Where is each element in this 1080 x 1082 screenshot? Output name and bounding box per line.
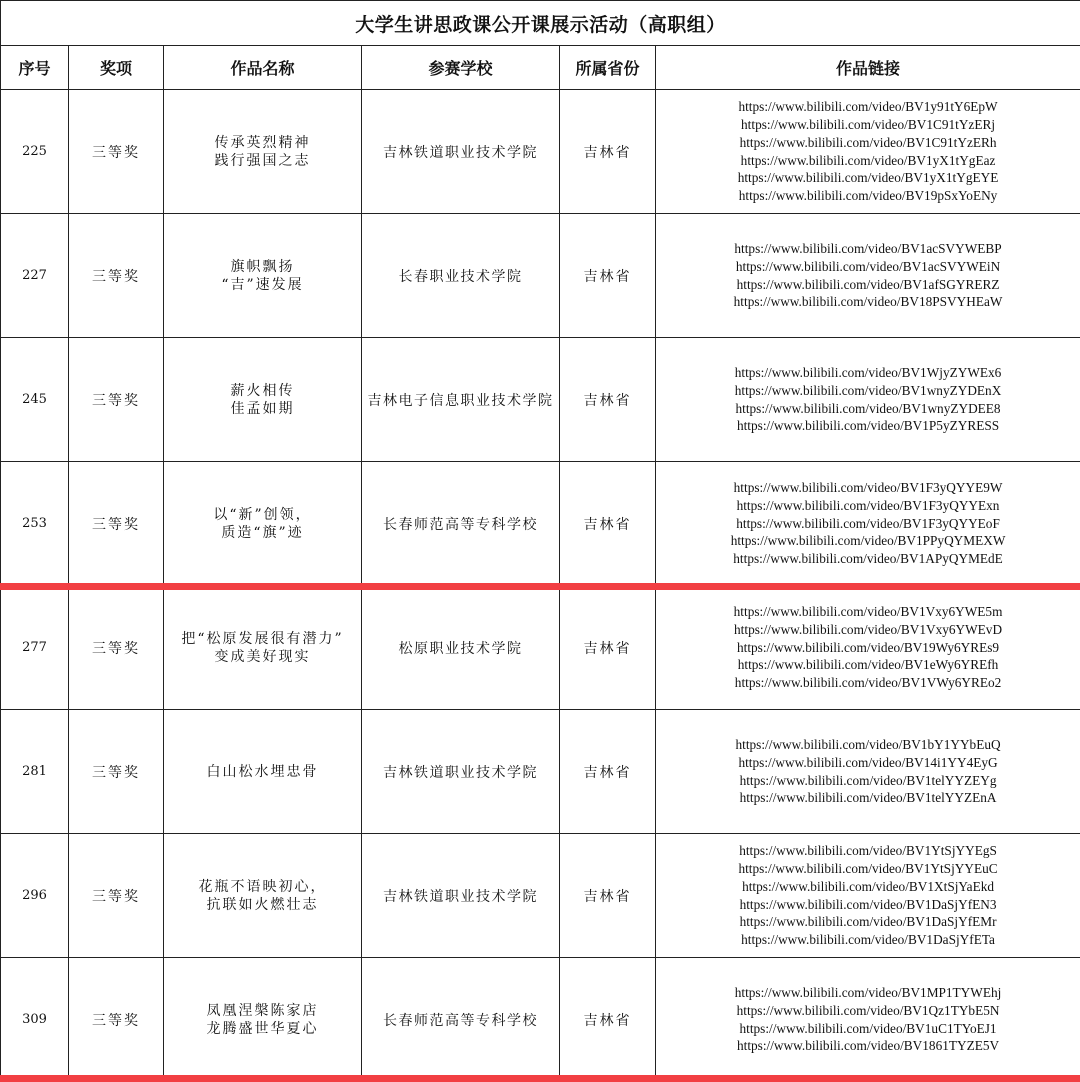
work-title [164, 1002, 361, 1038]
award-cell: 三等奖 [69, 462, 164, 586]
header-school: 参赛学校 [362, 46, 560, 90]
table-row [1, 214, 1080, 338]
work-title-line: 佳孟如期 [230, 400, 295, 417]
work-link[interactable]: https://www.bilibili.com/video/BV1P5yZYRESS [736, 418, 1000, 434]
work-link[interactable]: https://www.bilibili.com/video/BV1wnyZYDEnX [734, 382, 1002, 398]
school-cell: 吉林电子信息职业技术学院 [362, 338, 560, 462]
work-title [164, 763, 361, 781]
work-links-list [656, 240, 1080, 311]
province-cell: 吉林省 [560, 90, 656, 214]
award-cell: 三等奖 [69, 834, 164, 958]
work-link[interactable]: https://www.bilibili.com/video/BV1acSVYWEBP [734, 241, 1002, 257]
work-title-line: 以“新”创领， [213, 506, 312, 523]
work-title [164, 382, 361, 418]
work-title-line: 薪火相传 [230, 382, 295, 399]
work-link[interactable]: https://www.bilibili.com/video/BV1F3yQYYExn [736, 497, 1000, 513]
work-link[interactable]: https://www.bilibili.com/video/BV1DaSjYfEN3 [739, 896, 997, 912]
work-title-cell [164, 834, 362, 958]
work-link[interactable]: https://www.bilibili.com/video/BV19Wy6YREs9 [737, 639, 1000, 655]
row-number: 227 [1, 214, 69, 338]
work-link[interactable]: https://www.bilibili.com/video/BV14i1YY4EyG [738, 754, 998, 770]
award-cell: 三等奖 [69, 958, 164, 1082]
work-links-list [656, 736, 1080, 807]
work-link[interactable]: https://www.bilibili.com/video/BV1DaSjYfETa [741, 931, 995, 947]
row-number: 277 [1, 586, 69, 710]
work-title-line: 传承英烈精神 [214, 134, 311, 151]
header-province: 所属省份 [560, 46, 656, 90]
work-link[interactable]: https://www.bilibili.com/video/BV1XtSjYaEkd [742, 878, 994, 894]
work-title-cell [164, 710, 362, 834]
table-row [1, 710, 1080, 834]
work-title-line: 抗联如火燃壮志 [206, 896, 319, 913]
work-title [164, 134, 361, 170]
work-link[interactable]: https://www.bilibili.com/video/BV1MP1TYWEhj [734, 985, 1002, 1001]
work-link[interactable]: https://www.bilibili.com/video/BV1WjyZYWEx6 [734, 365, 1002, 381]
work-title-line: 花瓶不语映初心， [198, 878, 327, 895]
header-row [1, 46, 1080, 90]
work-title-cell [164, 90, 362, 214]
work-title-cell [164, 958, 362, 1082]
work-link[interactable]: https://www.bilibili.com/video/BV1yX1tYgEYE [737, 170, 999, 186]
work-title-cell [164, 214, 362, 338]
work-links-cell [656, 462, 1080, 586]
work-links-list [656, 479, 1080, 568]
school-cell: 吉林铁道职业技术学院 [362, 710, 560, 834]
work-title-line: 质造“旗”迹 [221, 524, 304, 541]
work-link[interactable]: https://www.bilibili.com/video/BV1DaSjYfEMr [739, 914, 997, 930]
header-work-title: 作品名称 [164, 46, 362, 90]
work-links-cell [656, 834, 1080, 958]
work-link[interactable]: https://www.bilibili.com/video/BV1y91tY6EpW [738, 99, 998, 115]
header-award: 奖项 [69, 46, 164, 90]
province-cell: 吉林省 [560, 338, 656, 462]
province-cell: 吉林省 [560, 214, 656, 338]
title-row [1, 1, 1080, 46]
row-number: 245 [1, 338, 69, 462]
work-link[interactable]: https://www.bilibili.com/video/BV1afSGYRERZ [736, 276, 1000, 292]
table-row [1, 462, 1080, 586]
work-title-line: 旗帜飘扬 [230, 258, 295, 275]
work-link[interactable]: https://www.bilibili.com/video/BV18PSVYHEaW [733, 294, 1003, 310]
work-title [164, 506, 361, 542]
work-links-cell [656, 214, 1080, 338]
work-link[interactable]: https://www.bilibili.com/video/BV1VWy6YREo2 [734, 675, 1002, 691]
work-title-cell [164, 338, 362, 462]
work-link[interactable]: https://www.bilibili.com/video/BV1yX1tYgEaz [740, 152, 996, 168]
work-link[interactable]: https://www.bilibili.com/video/BV1C91tYzERj [741, 117, 996, 133]
work-title [164, 630, 361, 666]
work-link[interactable]: https://www.bilibili.com/video/BV1PPyQYMEXW [730, 533, 1006, 549]
work-links-list [656, 984, 1080, 1055]
work-title-line: 变成美好现实 [214, 648, 311, 665]
award-cell: 三等奖 [69, 338, 164, 462]
work-title-line: 龙腾盛世华夏心 [206, 1020, 319, 1037]
work-links-cell [656, 958, 1080, 1082]
work-links-list [656, 364, 1080, 435]
work-title-line: “吉”速发展 [221, 276, 304, 293]
province-cell: 吉林省 [560, 834, 656, 958]
province-cell: 吉林省 [560, 586, 656, 710]
work-links-cell [656, 710, 1080, 834]
header-work-links: 作品链接 [656, 46, 1080, 90]
school-cell: 长春职业技术学院 [362, 214, 560, 338]
row-number: 296 [1, 834, 69, 958]
work-link[interactable]: https://www.bilibili.com/video/BV1acSVYWEiN [735, 258, 1001, 274]
work-link[interactable]: https://www.bilibili.com/video/BV1YtSjYYEuC [738, 861, 998, 877]
work-link[interactable]: https://www.bilibili.com/video/BV1Vxy6YWEvD [734, 621, 1003, 637]
work-title-line: 白山松水埋忠骨 [206, 763, 319, 780]
table-row [1, 90, 1080, 214]
work-link[interactable]: https://www.bilibili.com/video/BV1C91tYzERh [739, 134, 997, 150]
award-cell: 三等奖 [69, 586, 164, 710]
school-cell: 松原职业技术学院 [362, 586, 560, 710]
work-title-cell [164, 462, 362, 586]
work-links-cell [656, 586, 1080, 710]
row-number: 281 [1, 710, 69, 834]
header-number: 序号 [1, 46, 69, 90]
work-title [164, 878, 361, 914]
work-link[interactable]: https://www.bilibili.com/video/BV1uC1TYoEJ1 [739, 1020, 997, 1036]
row-number: 309 [1, 958, 69, 1082]
work-link[interactable]: https://www.bilibili.com/video/BV1wnyZYDEE8 [735, 400, 1001, 416]
work-link[interactable]: https://www.bilibili.com/video/BV1Qz1TYbE5N [736, 1002, 1000, 1018]
work-links-list [656, 98, 1080, 204]
work-link[interactable]: https://www.bilibili.com/video/BV1APyQYMEdE [733, 551, 1003, 567]
work-link[interactable]: https://www.bilibili.com/video/BV1Vxy6YWE5m [733, 604, 1003, 620]
work-link[interactable]: https://www.bilibili.com/video/BV1F3yQYYEoF [736, 515, 1000, 531]
red-separator [0, 1075, 1080, 1082]
work-link[interactable]: https://www.bilibili.com/video/BV19pSxYoENy [738, 187, 998, 203]
work-links-cell [656, 90, 1080, 214]
school-cell: 长春师范高等专科学校 [362, 462, 560, 586]
work-link[interactable]: https://www.bilibili.com/video/BV1YtSjYYEgS [739, 843, 997, 859]
table-row [1, 586, 1080, 710]
province-cell: 吉林省 [560, 710, 656, 834]
award-cell: 三等奖 [69, 90, 164, 214]
table-row [1, 958, 1080, 1082]
work-link[interactable]: https://www.bilibili.com/video/BV1telYYZEYg [739, 772, 997, 788]
province-cell: 吉林省 [560, 462, 656, 586]
school-cell: 长春师范高等专科学校 [362, 958, 560, 1082]
award-cell: 三等奖 [69, 710, 164, 834]
work-title [164, 258, 361, 294]
work-title-cell [164, 586, 362, 710]
work-links-list [656, 603, 1080, 692]
school-cell: 吉林铁道职业技术学院 [362, 90, 560, 214]
row-number: 253 [1, 462, 69, 586]
work-links-list [656, 842, 1080, 948]
row-number: 225 [1, 90, 69, 214]
province-cell: 吉林省 [560, 958, 656, 1082]
work-title-line: 践行强国之志 [214, 152, 311, 169]
work-links-cell [656, 338, 1080, 462]
work-link[interactable]: https://www.bilibili.com/video/BV1F3yQYYE9W [733, 480, 1003, 496]
work-title-line: 凤凰涅槃陈家店 [206, 1002, 319, 1019]
work-link[interactable]: https://www.bilibili.com/video/BV1telYYZEnA [739, 790, 997, 806]
table-title: 大学生讲思政课公开课展示活动（高职组） [1, 1, 1080, 46]
table-row [1, 338, 1080, 462]
school-cell: 吉林铁道职业技术学院 [362, 834, 560, 958]
work-link[interactable]: https://www.bilibili.com/video/BV1eWy6YREfh [737, 657, 999, 673]
award-cell: 三等奖 [69, 214, 164, 338]
red-separator [0, 583, 1080, 590]
work-link[interactable]: https://www.bilibili.com/video/BV1861TYZE5V [736, 1038, 1000, 1054]
work-title-line: 把“松原发展很有潜力” [181, 630, 344, 647]
table-row [1, 834, 1080, 958]
work-link[interactable]: https://www.bilibili.com/video/BV1bY1YYbEuQ [735, 737, 1001, 753]
